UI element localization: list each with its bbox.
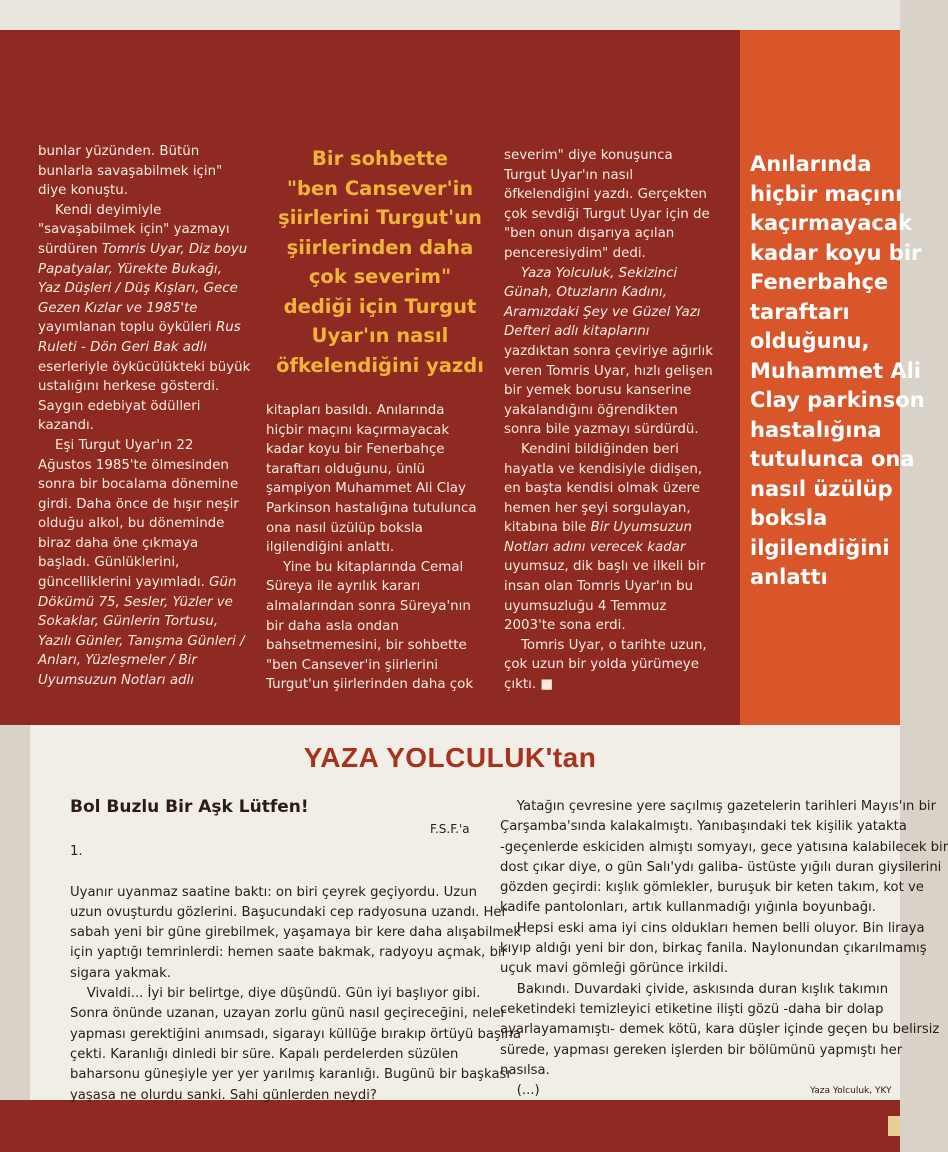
text-line: şiirlerini Turgut'un	[278, 206, 482, 229]
text-line: Yazılı Günler, Tanışma Günleri /	[38, 633, 245, 649]
text-line: Eşi Turgut Uyar'ın 22	[38, 437, 194, 453]
text-line: sonra bile yazmayı sürdürdü.	[504, 422, 699, 438]
text-line: Ruleti - Dön Geri Bak adlı	[38, 339, 207, 355]
text-line: kadife pantolonları, artık kullanmadığı yığınla boyunbağı.	[500, 900, 876, 916]
text-line: penceresiydim" dedi.	[504, 245, 646, 261]
text-line: olduğunu,	[750, 329, 870, 353]
text-line: kaçırmayacak	[750, 211, 912, 235]
text-line: hastalığına	[750, 417, 882, 442]
text-line: hemen her şeyi sorgulayan,	[504, 500, 691, 516]
text-line: Kendini bildiğinden beri	[504, 441, 679, 457]
text-line: kitabına bile Bir Uyumsuzun	[504, 520, 692, 536]
text-line: çok severim"	[308, 265, 452, 288]
text-line: sigara yakmak.	[70, 965, 171, 981]
text-line: hayatla ve kendisiyle didişen,	[504, 461, 703, 477]
text-line: uyumsuz, dik başlı ve ilkeli bir	[504, 559, 706, 575]
text-line: çekti. Karanlığı dinledi bir süre. Kapalı perdelerden süzülen	[70, 1046, 459, 1062]
article-column-1	[38, 142, 250, 691]
pull-quote	[270, 144, 490, 380]
text-line: Hepsi eski ama iyi cins oldukları hemen belli oluyor. Bin liraya	[500, 920, 925, 936]
text-line: sabah yeni bir güne girebilmek, yaşamaya bir kere daha alışabilmek	[70, 925, 522, 941]
text-line: çok uzun bir yolda yürümeye	[504, 657, 699, 673]
text-line: veren Tomris Uyar, hızlı gelişen	[504, 363, 713, 379]
text-line: bir daha asla ondan	[266, 618, 399, 634]
text-line: Yatağın çevresine yere saçılmış gazetelerin tarihleri Mayıs'ın bir	[500, 799, 937, 814]
text-line: kazandı.	[38, 418, 94, 434]
text-line: Notları adını verecek kadar	[504, 539, 686, 555]
text-line: çıktı. ■	[504, 677, 553, 693]
text-line: sonra bir bocalama dönemine	[38, 477, 239, 493]
text-line: olduğu alkol, bu döneminde	[38, 516, 225, 532]
text-line: öfkelendiğini yazdı. Gerçekten	[504, 187, 707, 203]
text-line: almalarından sonra Süreya'nın	[266, 598, 471, 614]
text-line: Bir sohbette	[312, 147, 448, 170]
text-line: Çarşamba'sında kalakalmıştı. Yanıbaşındaki tek kişilik yatakta	[500, 819, 907, 835]
text-line: "ben Cansever'in	[286, 176, 474, 200]
text-line: Clay parkinson	[750, 388, 925, 412]
article-column-2	[266, 401, 477, 695]
text-line: "ben onun dışarıya açılan	[504, 226, 675, 242]
text-line: Dökümü 75, Sesler, Yüzler ve	[38, 594, 233, 610]
text-line: Parkinson hastalığına tutulunca	[266, 500, 477, 516]
text-line: Kendi deyimiyle	[38, 202, 162, 218]
text-line: kitapları basıldı. Anılarında	[266, 403, 445, 418]
text-line: yazdıktan sonra çeviriye ağırlık	[504, 343, 713, 359]
text-line: Aramızdaki Şey ve Güzel Yazı	[504, 304, 701, 320]
text-line: girdi. Daha önce de hışır neşir	[38, 496, 239, 512]
text-line: Muhammet Ali	[750, 358, 921, 383]
text-line: şiirlerinden daha	[286, 235, 474, 259]
text-line: Uyar'ın nasıl	[311, 324, 449, 347]
text-line: uzun ovuşturdu gözlerini. Başucundaki cep radyosuna uzandı. Her	[70, 904, 507, 920]
text-line: Yaza Yolculuk, Sekizinci	[521, 265, 678, 281]
text-line: yapması gerektiğini anımsadı, sigarayı küllüğe bırakıp örtüyü başına	[70, 1026, 521, 1042]
text-line: sürdüren Tomris Uyar, Diz boyu	[38, 241, 248, 257]
text-line: biraz daha öne çıkmaya	[38, 535, 199, 551]
text-line: öfkelendiğini yazdı	[276, 353, 484, 377]
text-line: anlattı	[750, 565, 828, 589]
text-line: Papatyalar, Yürekte Bukağı,	[38, 261, 222, 277]
dedication: F.S.F.'a	[430, 822, 470, 836]
text-line: Sokaklar, Günlerin Tortusu,	[38, 614, 219, 630]
text-line: eserleriyle öykücülükteki büyük	[38, 359, 251, 375]
text-line: güncelliklerini yayımladı. Gün	[38, 575, 237, 591]
text-line: Saygın edebiyat ödülleri	[38, 398, 201, 414]
text-line: "savaşabilmek için" yazmayı	[38, 222, 230, 238]
text-line: en başta kendisi olmak üzere	[504, 481, 700, 497]
text-line: kıyıp aldığı yeni bir don, birkaç fanila. Naylonundan çıkarılmamış	[500, 941, 927, 957]
text-line: 1.	[70, 844, 83, 859]
text-line: başladı. Günlüklerini,	[38, 555, 180, 571]
text-line: ustalığını herkese gösterdi.	[38, 379, 220, 395]
excerpt-heading: YAZA YOLCULUK'tan	[303, 742, 597, 773]
text-line: ona nasıl üzülüp boksla	[266, 520, 423, 536]
text-line: ilgilendiğini	[750, 535, 890, 560]
text-line: ayarlayamamıştı- demek kötü, kara düşler içinde geçen bu belirsiz	[500, 1022, 940, 1038]
source-credit: Yaza Yolculuk, YKY	[810, 1086, 892, 1096]
text-line: sürede, yapması gereken işlerden bir bölümünü yapmıştı her	[500, 1042, 903, 1058]
text-line: Turgut Uyar'ın nasıl	[504, 167, 634, 183]
text-line: uyumsuzluğu 4 Temmuz	[504, 598, 667, 614]
excerpt-column-2	[500, 797, 948, 1101]
text-line: kadar koyu bir Fenerbahçe	[266, 442, 445, 458]
text-line: (...)	[500, 1083, 540, 1099]
text-line: bunlar yüzünden. Bütün	[38, 144, 200, 159]
text-line: diye konuştu.	[38, 183, 129, 199]
text-line: taraftarı	[750, 299, 850, 324]
text-line: yakalandığını öğrendikten	[504, 402, 678, 418]
text-line: ceketindeki temizleyici etiketine ilişti gözü -daha bir dolap	[500, 1001, 884, 1017]
bottom-band	[0, 1100, 900, 1152]
sidebar-quote	[750, 150, 925, 593]
text-line: Bakındı. Duvardaki çivide, askısında duran kışlık takımın	[500, 981, 889, 997]
text-line: kadar koyu bir	[750, 240, 922, 265]
text-line: uçuk mavi gömleği görünce irkildi.	[500, 961, 729, 977]
text-line: severim" diye konuşunca	[504, 148, 673, 163]
excerpt-column-1	[70, 842, 521, 1106]
text-line: için yaptığı temrinlerdi: hemen saate bakmak, radyoyu açmak, bir	[70, 945, 508, 961]
text-line: boksla	[750, 506, 828, 530]
text-line: yayımlanan toplu öyküleri Rus	[38, 320, 241, 336]
text-line: taraftarı olduğunu, ünlü	[266, 461, 426, 477]
text-line: Tomris Uyar, o tarihte uzun,	[504, 637, 707, 653]
top-margin	[0, 0, 900, 30]
text-line: Sonra önünde uzanan, uzayan zorlu günü nasıl geçireceğini, neler	[70, 1006, 506, 1022]
text-line: Fenerbahçe	[750, 270, 889, 294]
text-line: tutulunca ona	[750, 447, 915, 471]
text-line: yaşasa ne olurdu sanki. Sahi günlerden neydi?	[70, 1087, 377, 1103]
story-title: Bol Buzlu Bir Aşk Lütfen!	[70, 797, 309, 817]
text-line	[70, 862, 521, 882]
text-line: 2003'te sona erdi.	[504, 618, 626, 634]
text-line: bahsetmemesini, bir sohbette	[266, 638, 467, 654]
text-line: Gezen Kızlar ve 1985'te	[38, 300, 198, 316]
text-line: Anılarında	[750, 152, 872, 176]
text-line: gözden geçirdi: kışlık gömlekler, buruşuk bir keten takım, kot ve	[500, 880, 924, 896]
text-line: ilgilendiğini anlattı.	[266, 540, 395, 556]
text-line: Süreya ile ayrılık kararı	[266, 579, 421, 595]
text-line: Vivaldi... İyi bir belirtge, diye düşündü. Gün iyi başlıyor gibi.	[70, 986, 481, 1002]
text-line: -geçenlerde eskiciden almıştı somyayı, gece yatısına kalabilecek bir	[500, 839, 948, 855]
text-line: Günah, Otuzların Kadını,	[504, 285, 667, 301]
text-line: çok sevdiği Turgut Uyar için de	[504, 206, 710, 222]
text-line: şampiyon Muhammet Ali Clay	[266, 481, 466, 497]
text-line: dediği için Turgut	[283, 294, 477, 318]
text-line: Yaz Düşleri / Düş Kışları, Gece	[38, 281, 238, 297]
text-line: Ağustos 1985'te ölmesinden	[38, 457, 229, 473]
text-line: Uyanır uyanmaz saatine baktı: on biri çeyrek geçiyordu. Uzun	[70, 884, 477, 900]
text-line: insan olan Tomris Uyar'ın bu	[504, 579, 694, 595]
text-line: hiçbir maçını kaçırmayacak	[266, 422, 450, 438]
text-line: nasıl üzülüp	[750, 476, 893, 501]
text-line: Uyumsuzun Notları adlı	[38, 673, 194, 689]
text-line: Turgut'un şiirlerinden daha çok	[266, 677, 474, 693]
text-line: hiçbir maçını	[750, 181, 903, 206]
text-line: "ben Cansever'in şiirlerini	[266, 657, 439, 673]
article-column-3	[504, 146, 713, 695]
text-line: dost çıkar diye, o gün Salı'ydı galiba- üstüste yığılı duran giysilerini	[500, 859, 942, 875]
text-line: bir yemek borusu kanserine	[504, 383, 692, 399]
text-line: Defteri adlı kitaplarını	[504, 324, 650, 340]
text-line: bunlarla savaşabilmek için"	[38, 163, 223, 179]
page-tab	[888, 1116, 900, 1136]
text-line: baharsonu güneşiyle yer yer yarılmış karanlığı. Bugünü bir başkası	[70, 1067, 511, 1083]
text-line: Anları, Yüzleşmeler / Bir	[38, 653, 197, 669]
text-line: Yine bu kitaplarında Cemal	[266, 559, 464, 575]
text-line: nasılsa.	[500, 1062, 550, 1078]
